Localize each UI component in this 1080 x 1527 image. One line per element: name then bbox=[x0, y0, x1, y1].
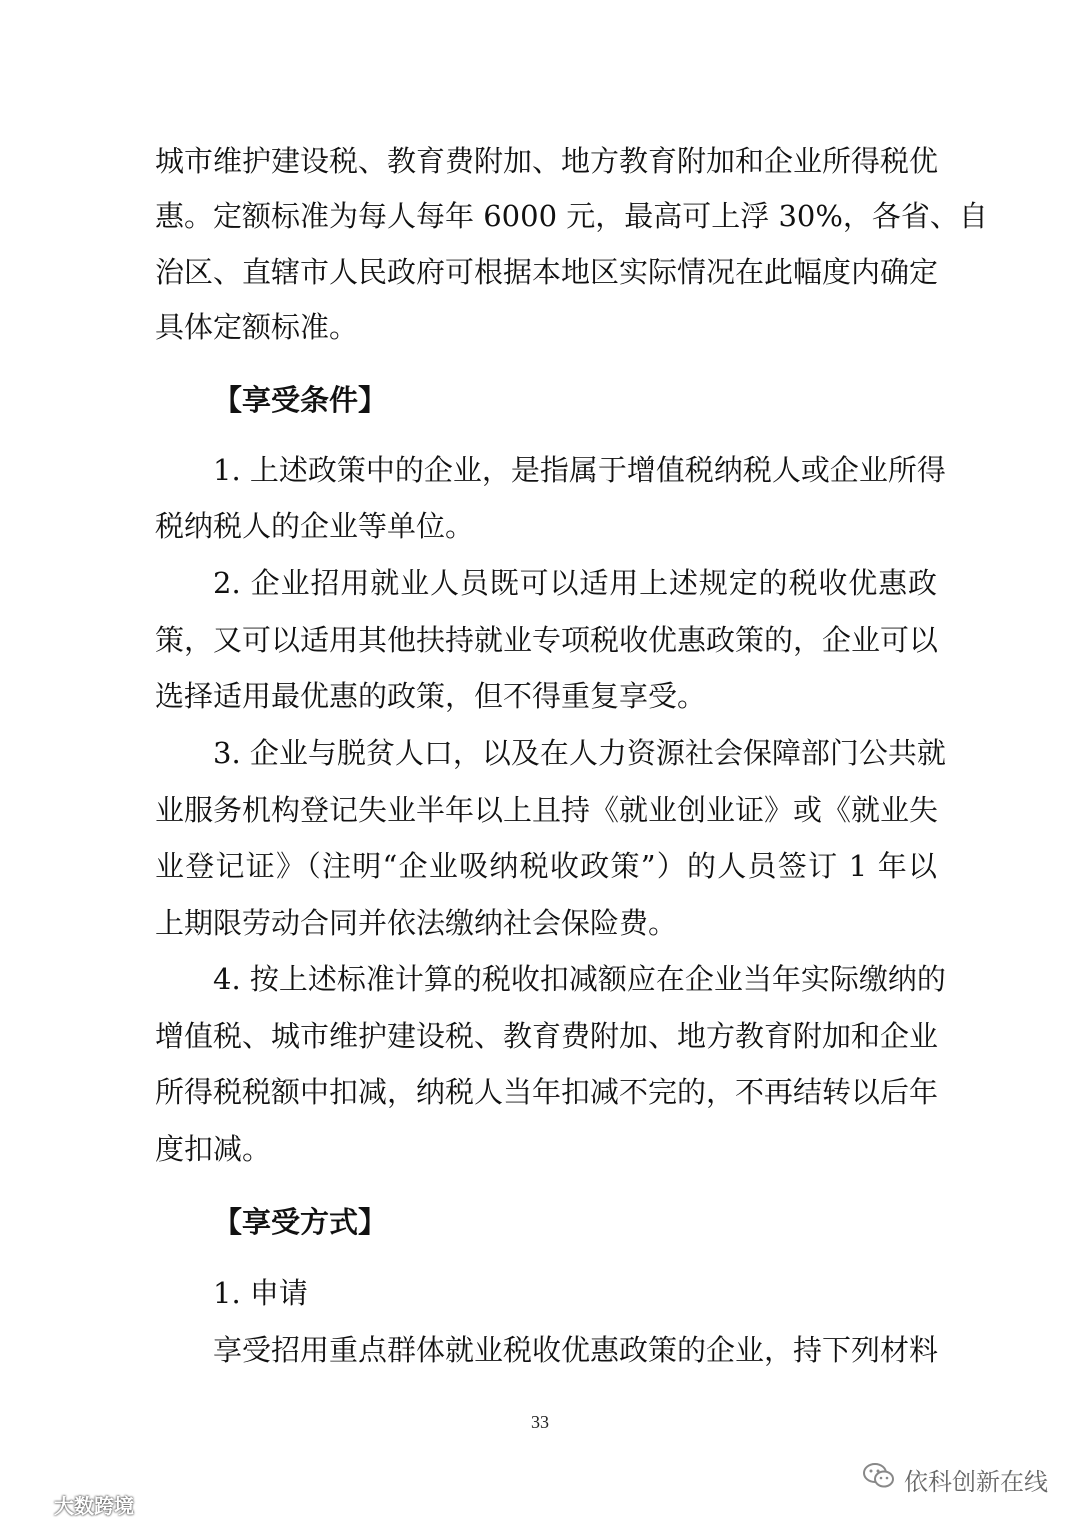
body-text-line: 享受招用重点群体就业税收优惠政策的企业，持下列材料 bbox=[213, 1333, 939, 1367]
body-text-line: 治区、直辖市人民政府可根据本地区实际情况在此幅度内确定 bbox=[155, 255, 939, 289]
watermark-left bbox=[8, 1489, 134, 1519]
body-text-line: 城市维护建设税、教育费附加、地方教育附加和企业所得税优 bbox=[155, 144, 939, 178]
section-heading: 【享受条件】 bbox=[213, 383, 388, 417]
body-text-line: 业登记证》（注明“企业吸纳税收政策”）的人员签订 1 年以 bbox=[155, 849, 937, 883]
body-text-line: 4. 按上述标准计算的税收扣减额应在企业当年实际缴纳的 bbox=[213, 962, 946, 996]
watermark-right-text: 依科创新在线 bbox=[904, 1467, 1048, 1496]
body-text-line: 选择适用最优惠的政策，但不得重复享受。 bbox=[155, 679, 707, 713]
body-text-line: 1. 上述政策中的企业，是指属于增值税纳税人或企业所得 bbox=[213, 453, 946, 487]
body-text-line: 所得税税额中扣减，纳税人当年扣减不完的，不再结转以后年 bbox=[155, 1075, 939, 1109]
body-text-line: 3. 企业与脱贫人口，以及在人力资源社会保障部门公共就 bbox=[213, 736, 946, 770]
wechat-icon bbox=[862, 1462, 896, 1496]
body-text-line: 上期限劳动合同并依法缴纳社会保险费。 bbox=[155, 906, 678, 940]
watermark-left-text: 大数跨境 bbox=[54, 1493, 134, 1518]
page-number: 33 bbox=[531, 1412, 549, 1432]
body-text-line: 策，又可以适用其他扶持就业专项税收优惠政策的，企业可以 bbox=[155, 623, 939, 657]
body-text-line: 具体定额标准。 bbox=[155, 310, 359, 344]
section-heading: 【享受方式】 bbox=[213, 1205, 388, 1239]
subsection-title: 1. 申请 bbox=[213, 1276, 308, 1310]
body-text-line: 2. 企业招用就业人员既可以适用上述规定的税收优惠政 bbox=[213, 566, 937, 600]
body-text-line: 税纳税人的企业等单位。 bbox=[155, 509, 475, 543]
logo-icon bbox=[8, 1489, 50, 1520]
body-text-line: 惠。定额标准为每人每年 6000 元，最高可上浮 30%，各省、自 bbox=[155, 199, 988, 233]
body-text-line: 增值税、城市维护建设税、教育费附加、地方教育附加和企业 bbox=[155, 1019, 939, 1053]
watermark-right bbox=[862, 1461, 1048, 1497]
body-text-line: 度扣减。 bbox=[155, 1132, 272, 1166]
body-text-line: 业服务机构登记失业半年以上且持《就业创业证》或《就业失 bbox=[155, 793, 939, 827]
